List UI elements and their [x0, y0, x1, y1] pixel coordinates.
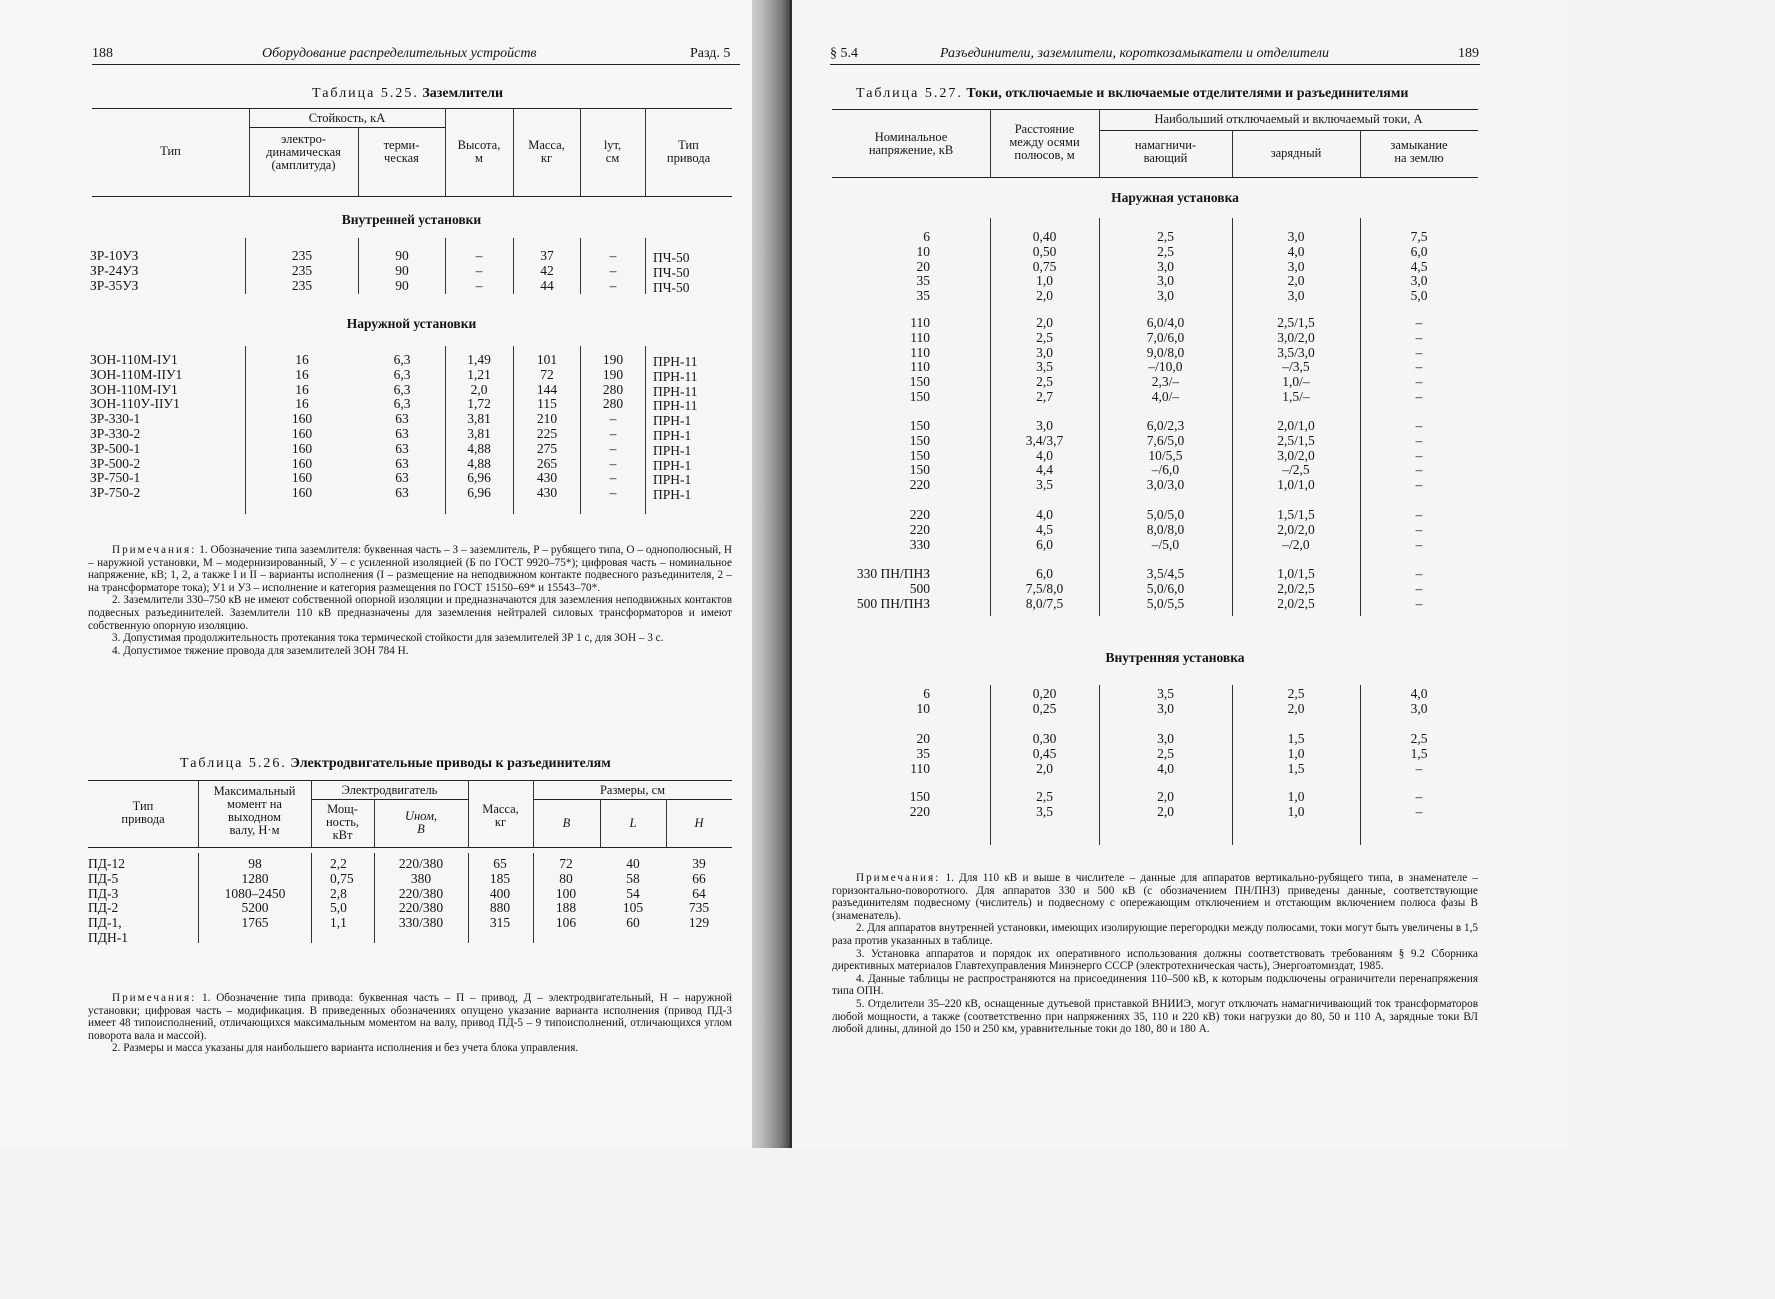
header-charging: зарядный	[1270, 146, 1322, 160]
header-B: B	[562, 816, 571, 830]
col-electro-indoor: 235 235 235	[291, 248, 313, 293]
header-mass: Масса, кг	[482, 802, 519, 829]
col-charge-g6: 2,5 2,0	[1287, 686, 1305, 716]
column-divider	[358, 238, 359, 294]
col-type-indoor: ЗР-10УЗ ЗР-24УЗ ЗР-35УЗ	[90, 248, 139, 293]
section-heading-indoor: Внутренней установки	[341, 212, 482, 227]
group-rule	[249, 127, 445, 128]
col-voltage-g3: 150 150 150 150 220	[909, 418, 930, 493]
column-divider	[990, 685, 991, 845]
col-distance-g4: 4,0 4,5 6,0	[1036, 507, 1053, 552]
header-L: L	[629, 816, 637, 830]
col-L: 40 58 54 105 60	[622, 856, 644, 931]
col-drive-indoor: ПЧ-50 ПЧ-50 ПЧ-50	[653, 250, 690, 295]
header-max-moment: Максимальный момент на выходном валу, Н·м	[213, 784, 296, 837]
section-heading-indoor: Внутренняя установка	[1105, 650, 1245, 665]
col-magn-g7: 3,0 2,5 4,0	[1157, 731, 1174, 776]
col-charge-g5: 1,0/1,5 2,0/2,5 2,0/2,5	[1277, 566, 1315, 611]
column-divider	[445, 346, 446, 514]
table-top-rule	[832, 109, 1478, 110]
section-label: § 5.4	[830, 46, 858, 61]
col-earth-g3: – – – – –	[1415, 418, 1423, 493]
col-magn-g3: 6,0/2,3 7,6/5,0 10/5,5 –/6,0 3,0/3,0	[1146, 418, 1185, 493]
header-dimensions: Размеры, см	[599, 783, 666, 797]
col-voltage-g2: 110 110 110 110 150 150	[909, 315, 930, 404]
column-divider	[1360, 218, 1361, 616]
col-earth-g5: – – –	[1415, 566, 1423, 611]
header-magnetizing: намагничи- вающий	[1134, 138, 1197, 165]
col-lut-outdoor: 190 190 280 280 – – – – – –	[602, 352, 624, 501]
header-voltage: Номинальное напряжение, кВ	[868, 130, 954, 157]
col-earth-g6: 4,0 3,0	[1410, 686, 1428, 716]
column-divider	[1232, 685, 1233, 845]
column-divider	[1099, 218, 1100, 616]
header-rule	[830, 64, 1480, 65]
col-distance-g3: 3,0 3,4/3,7 4,0 4,4 3,5	[1025, 418, 1064, 493]
column-divider	[198, 853, 199, 943]
table-5-27-notes: Примечания: 1. Для 110 кВ и выше в числителе – данные для аппаратов вертикально-рубящего типа, в знаменателе – горизонтально-поворотного. Для аппаратов 330 и 500 кВ (с обозначением ПН/ПНЗ) приведены данные, соответствующие разъединителям подвесному (числитель) и подвесному с опережающим отключением и отстающим включением полюса фазы В (знаменатель). 2. Для аппаратов внутренней установки, имеющих изолирующие перегородки между полюсами, токи могут быть увеличены в 1,5 раза против указанных в таблице. 3. Установка аппаратов и порядок их оперативного использования должны соответствовать требованиям § 9.2 Сборника директивных материалов Главтехуправления Минэнерго СССР (электротехническая часть), Энергоатомиздат, 1985. 4. Данные таблицы не распространяются на присоединения 110–500 кВ, к которым подключены ограничители перенапряжения типа ОПН. 5. Отделители 35–220 кВ, оснащенные дутьевой приставкой ВНИИЭ, могут отключать намагничивающий ток трансформаторов любой мощности, а также (соответственно при напряжениях 35, 110 и 220 кВ) токи нагрузки до 80, 50 и 110 А, зарядные токи ВЛ любой длины, длиной до 150 и 250 км, уравнительные токи до 180, 80 и 180 А.	[832, 872, 1479, 1036]
col-distance-g2: 2,0 2,5 3,0 3,5 2,5 2,7	[1036, 315, 1053, 404]
header-resistance: Стойкость, кА	[308, 111, 386, 125]
col-earth-g2: – – – – – –	[1415, 315, 1423, 404]
column-divider	[245, 238, 246, 294]
header-bottom-rule	[832, 177, 1478, 178]
col-voltage-g7: 20 35 110	[910, 731, 930, 776]
section-heading-outdoor: Наружная установка	[1111, 190, 1239, 205]
col-voltage-g8: 150 220	[909, 789, 930, 819]
header-type: Тип	[160, 144, 181, 158]
col-magn-g4: 5,0/5,0 8,0/8,0 –/5,0	[1146, 507, 1185, 552]
col-magn-g8: 2,0 2,0	[1157, 789, 1174, 819]
column-divider	[580, 238, 581, 294]
col-charge-g7: 1,5 1,0 1,5	[1287, 731, 1305, 776]
header-electrodynamic: электро- динамическая (амплитуда)	[266, 132, 341, 172]
table-5-26-notes: Примечания: 1. Обозначение типа привода: буквенная часть – П – привод, Д – электродвигательный, Н – наружной установки; цифровая часть – модификация. В приведенных обозначениях опущено указание варианта исполнения (привод ПД-3 имеет 48 типоисполнений, отличающихся максимальным моментом на валу, привод ПД-5 – 9 типоисполнений, отличающихся углом поворота вала и массой). 2. Размеры и масса указаны для наибольшего варианта исполнения и без учета блока управления.	[88, 992, 733, 1055]
header-rule	[92, 64, 740, 65]
col-B: 72 80 100 188 106	[555, 856, 577, 931]
page-number: 189	[1458, 46, 1479, 61]
col-H: 39 66 64 735 129	[688, 856, 710, 931]
col-drive-type: ПД-12 ПД-5 ПД-3 ПД-2 ПД-1, ПДН-1	[88, 856, 128, 945]
column-divider	[1232, 218, 1233, 616]
col-voltage-g5: 330 ПН/ПНЗ 500 500 ПН/ПНЗ	[856, 566, 930, 611]
header-thermal: терми- ческая	[383, 138, 420, 165]
col-charge-g8: 1,0 1,0	[1287, 789, 1305, 819]
col-earth-g8: – –	[1415, 789, 1423, 819]
table-caption: Таблица 5.26. Электродвигательные приводы к разъединителям	[180, 756, 611, 771]
group-rule	[311, 799, 468, 800]
col-drive-outdoor: ПРН-11 ПРН-11 ПРН-11 ПРН-11 ПРН-1 ПРН-1 ПРН-1 ПРН-1 ПРН-1 ПРН-1	[653, 354, 698, 503]
col-magn-g6: 3,5 3,0	[1157, 686, 1174, 716]
col-voltage-g4: 220 220 330	[909, 507, 930, 552]
col-earth-g4: – – –	[1415, 507, 1423, 552]
header-mass: Масса, кг	[528, 138, 565, 165]
col-earth-g7: 2,5 1,5 –	[1410, 731, 1428, 776]
header-power: Мощ- ность, кВт	[325, 802, 360, 842]
column-divider	[990, 218, 991, 616]
header-distance: Расстояние между осями полюсов, м	[1009, 122, 1080, 162]
col-voltage-g6: 6 10	[916, 686, 930, 716]
col-earth-g1: 7,5 6,0 4,5 3,0 5,0	[1410, 229, 1428, 304]
table-5-25-notes: Примечания: 1. Обозначение типа заземлителя: буквенная часть – З – заземлитель, Р – рубящего типа, О – однополюсный, Н – наружной установки, М – модернизированный, У – с усиленной изоляцией (Б по ГОСТ 9920–75*); цифровая часть – номинальное напряжение, кВ; 1, 2, а также I и II – варианты исполнения (I – размещение на неподвижном контакте подвесного разъединителя, 2 – на трансформаторе тока); У1 и У3 – исполнение и категория размещения по ГОСТ 15150–69* и 15543–70*. 2. Заземлители 330–750 кВ не имеют собственной опорной изоляции и предназначаются для заземления неподвижных контактов подвесных разъединителей. Заземлители 110 кВ предназначены для заземления нейтралей силовых трансформаторов и имеют собственную опорную изоляцию. 3. Допустимая продолжительность протекания тока термической стойкости для заземлителей ЗР 1 с, для ЗОН – 3 с. 4. Допустимое тяжение провода для заземлителей ЗОН 784 Н.	[88, 544, 733, 657]
running-title: Оборудование распределительных устройств	[262, 46, 537, 61]
column-divider	[580, 346, 581, 514]
table-caption: Таблица 5.25. Заземлители	[312, 86, 504, 101]
col-electro-outdoor: 16 16 16 16 160 160 160 160 160 160	[291, 352, 313, 501]
header-drive-type: Тип привода	[121, 799, 165, 826]
header-drive: Тип привода	[666, 138, 711, 165]
header-bottom-rule	[88, 847, 732, 848]
header-H: H	[694, 816, 704, 830]
col-type-outdoor: ЗОН-110М-IУ1 ЗОН-110М-IIУ1 ЗОН-110М-IУ1 ЗОН-110У-IIУ1 ЗР-330-1 ЗР-330-2 ЗР-500-1 ЗР-500-2 ЗР-750-1 ЗР-750-2	[90, 352, 183, 501]
column-divider	[533, 853, 534, 943]
table-top-rule	[92, 108, 732, 109]
column-divider	[513, 238, 514, 294]
table-top-rule	[88, 780, 732, 781]
col-voltage-g1: 6 10 20 35 35	[916, 229, 930, 304]
col-power: 2,2 0,75 2,8 5,0 1,1	[330, 856, 354, 931]
group-rule	[1099, 130, 1478, 131]
column-divider	[445, 238, 446, 294]
column-divider	[1360, 685, 1361, 845]
column-divider	[468, 853, 469, 943]
column-divider	[245, 346, 246, 514]
header-lut: lут, см	[603, 138, 622, 165]
col-distance-g5: 6,0 7,5/8,0 8,0/7,5	[1025, 566, 1064, 611]
column-divider	[645, 346, 646, 514]
col-distance-g7: 0,30 0,45 2,0	[1032, 731, 1057, 776]
right-page	[792, 0, 1568, 1148]
header-currents: Наибольший отключаемый и включаемый токи, А	[1154, 112, 1423, 126]
col-distance-g8: 2,5 3,5	[1036, 789, 1053, 819]
col-charge-g3: 2,0/1,0 2,5/1,5 3,0/2,0 –/2,5 1,0/1,0	[1277, 418, 1315, 493]
col-mass-outdoor: 101 72 144 115 210 225 275 265 430 430	[536, 352, 558, 501]
section-label: Разд. 5	[690, 46, 731, 61]
col-thermal-indoor: 90 90 90	[395, 248, 409, 293]
col-magn-g1: 2,5 2,5 3,0 3,0 3,0	[1157, 229, 1174, 304]
col-distance-g6: 0,20 0,25	[1032, 686, 1057, 716]
col-charge-g1: 3,0 4,0 3,0 2,0 3,0	[1287, 229, 1305, 304]
column-divider	[1099, 685, 1100, 845]
col-mass: 65 185 400 880 315	[489, 856, 511, 931]
col-magn-g5: 3,5/4,5 5,0/6,0 5,0/5,5	[1146, 566, 1185, 611]
group-rule	[533, 799, 732, 800]
page-number: 188	[92, 46, 113, 61]
col-charge-g2: 2,5/1,5 3,0/2,0 3,5/3,0 –/3,5 1,0/– 1,5/–	[1277, 315, 1315, 404]
column-divider	[311, 853, 312, 943]
col-lut-indoor: – – –	[609, 248, 617, 293]
column-divider	[645, 238, 646, 294]
col-charge-g4: 1,5/1,5 2,0/2,0 –/2,0	[1277, 507, 1315, 552]
header-height: Высота, м	[457, 138, 501, 165]
header-earth-fault: замыкание на землю	[1390, 138, 1448, 165]
header-bottom-rule	[92, 196, 732, 197]
running-title: Разъединители, заземлители, короткозамыкатели и отделители	[940, 46, 1329, 61]
header-unom: Uном, В	[404, 809, 438, 836]
table-caption: Таблица 5.27. Токи, отключаемые и включаемые отделителями и разъединителями	[856, 86, 1409, 101]
section-heading-outdoor: Наружной установки	[346, 316, 477, 331]
col-thermal-outdoor: 6,3 6,3 6,3 6,3 63 63 63 63 63 63	[393, 352, 411, 501]
header-motor: Электродвигатель	[341, 783, 438, 797]
column-divider	[513, 346, 514, 514]
col-height-outdoor: 1,49 1,21 2,0 1,72 3,81 3,81 4,88 4,88 6,96 6,96	[467, 352, 491, 501]
col-mass-indoor: 37 42 44	[540, 248, 554, 293]
col-unom: 220/380 380 220/380 220/380 330/380	[398, 856, 444, 931]
col-height-indoor: – – –	[475, 248, 483, 293]
col-distance-g1: 0,40 0,50 0,75 1,0 2,0	[1032, 229, 1057, 304]
column-divider	[374, 853, 375, 943]
left-page	[0, 0, 752, 1148]
col-moment: 98 1280 1080–2450 5200 1765	[224, 856, 286, 931]
col-magn-g2: 6,0/4,0 7,0/6,0 9,0/8,0 –/10,0 2,3/– 4,0/–	[1146, 315, 1185, 404]
